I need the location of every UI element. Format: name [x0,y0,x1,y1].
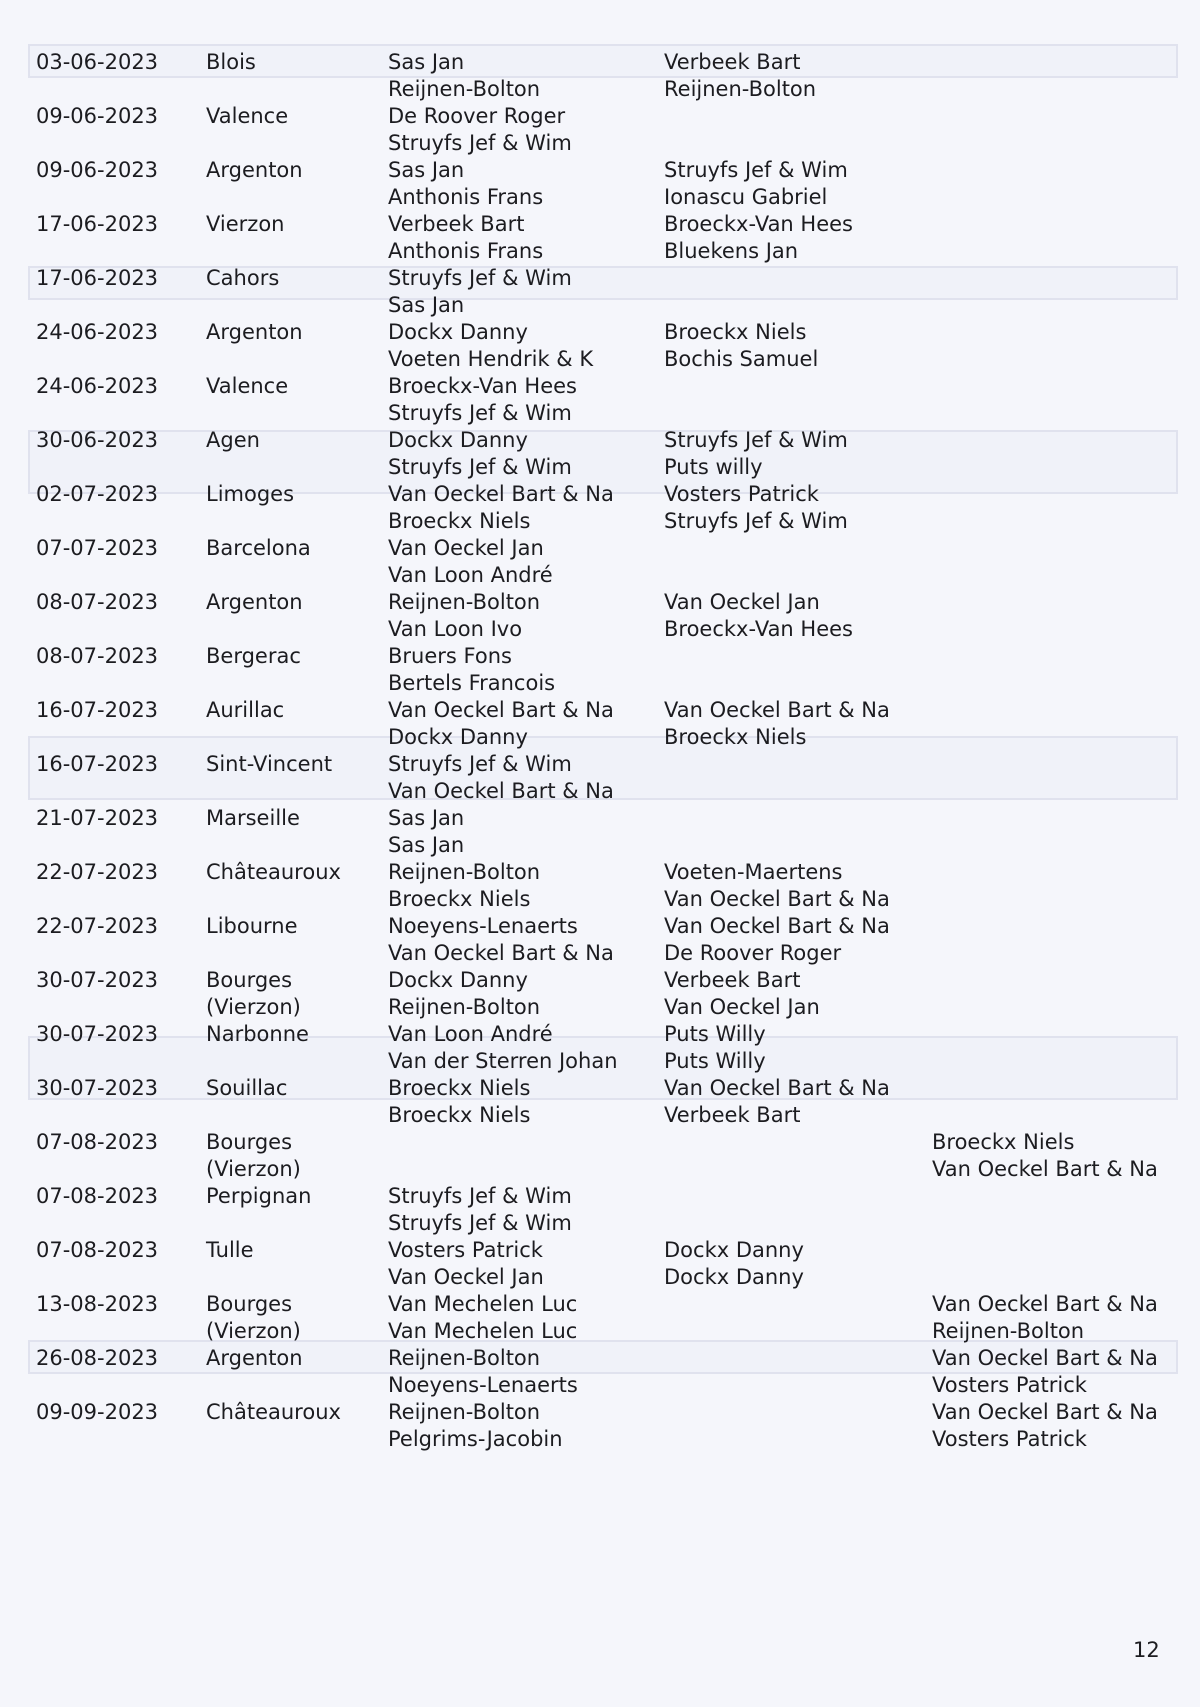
winner-name: Puts willy [664,455,763,479]
winner-name: Van Mechelen Luc [388,1292,578,1316]
race-date: 07-07-2023 [36,536,159,560]
winner-name: Pelgrims-Jacobin [388,1427,563,1451]
race-location: Bourges [206,1292,293,1316]
winner-name: Reijnen-Bolton [664,77,817,101]
result-row [0,643,1200,697]
winner-name: Van Oeckel Bart & Na [932,1292,1158,1316]
winner-name: Verbeek Bart [664,1103,801,1127]
winner-name: Van Oeckel Jan [388,1265,544,1289]
winner-name: Verbeek Bart [664,50,801,74]
race-location: Argenton [206,320,303,344]
page-number: 12 [1133,1638,1160,1662]
result-row [0,1291,1200,1345]
winner-name: Vosters Patrick [932,1427,1087,1451]
winner-name: Sas Jan [388,50,465,74]
race-location: Narbonne [206,1022,309,1046]
winner-name: Van Oeckel Bart & Na [664,887,890,911]
race-location: Libourne [206,914,298,938]
winner-name: De Roover Roger [664,941,842,965]
winner-name: Van Oeckel Jan [664,995,820,1019]
race-date: 30-07-2023 [36,968,159,992]
winner-name: Struyfs Jef & Wim [388,131,572,155]
winner-name: Broeckx Niels [388,509,531,533]
result-row [0,913,1200,967]
race-location: Agen [206,428,260,452]
winner-name: Van Oeckel Bart & Na [388,779,614,803]
winner-name: Broeckx Niels [388,1076,531,1100]
result-row [0,319,1200,373]
race-location: Sint-Vincent [206,752,333,776]
winner-name: Broeckx-Van Hees [388,374,577,398]
race-location: Perpignan [206,1184,312,1208]
result-row [0,373,1200,427]
winner-name: Dockx Danny [664,1238,804,1262]
winner-name: Sas Jan [388,293,465,317]
result-row [0,589,1200,643]
race-location: Vierzon [206,212,285,236]
winner-name: Dockx Danny [388,428,528,452]
winner-name: Reijnen-Bolton [388,1400,541,1424]
race-location: Châteauroux [206,1400,341,1424]
result-row [0,1075,1200,1129]
race-date: 17-06-2023 [36,266,159,290]
winner-name: Van Oeckel Bart & Na [664,1076,890,1100]
race-date: 16-07-2023 [36,698,159,722]
result-row [0,1345,1200,1399]
winner-name: Struyfs Jef & Wim [664,158,848,182]
race-location: Aurillac [206,698,285,722]
winner-name: Bruers Fons [388,644,512,668]
race-date: 22-07-2023 [36,860,159,884]
race-location: (Vierzon) [206,1319,301,1343]
winner-name: Reijnen-Bolton [388,995,541,1019]
race-location: Souillac [206,1076,288,1100]
winner-name: Van Mechelen Luc [388,1319,578,1343]
race-date: 13-08-2023 [36,1292,159,1316]
winner-name: Struyfs Jef & Wim [388,752,572,776]
race-date: 09-06-2023 [36,104,159,128]
winner-name: Dockx Danny [388,320,528,344]
winner-name: Anthonis Frans [388,239,544,263]
winner-name: Van Oeckel Bart & Na [388,482,614,506]
result-row [0,751,1200,805]
result-row [0,265,1200,319]
winner-name: Van Oeckel Bart & Na [932,1400,1158,1424]
race-date: 30-07-2023 [36,1022,159,1046]
race-date: 24-06-2023 [36,320,159,344]
race-date: 22-07-2023 [36,914,159,938]
race-date: 30-06-2023 [36,428,159,452]
result-row [0,1399,1200,1453]
result-row [0,535,1200,589]
race-date: 24-06-2023 [36,374,159,398]
winner-name: Voeten Hendrik & K [388,347,594,371]
winner-name: Sas Jan [388,833,465,857]
result-row [0,967,1200,1021]
winner-name: Van Loon André [388,1022,553,1046]
result-row [0,1237,1200,1291]
winner-name: Bochis Samuel [664,347,819,371]
result-row [0,1183,1200,1237]
winner-name: Van der Sterren Johan [388,1049,618,1073]
race-date: 30-07-2023 [36,1076,159,1100]
winner-name: Noeyens-Lenaerts [388,1373,578,1397]
winner-name: Broeckx Niels [664,320,807,344]
result-row [0,697,1200,751]
race-date: 07-08-2023 [36,1130,159,1154]
winner-name: Noeyens-Lenaerts [388,914,578,938]
race-location: Limoges [206,482,295,506]
winner-name: Struyfs Jef & Wim [388,401,572,425]
winner-name: Van Oeckel Jan [664,590,820,614]
winner-name: Broeckx Niels [932,1130,1075,1154]
race-date: 09-09-2023 [36,1400,159,1424]
race-date: 21-07-2023 [36,806,159,830]
winner-name: Reijnen-Bolton [388,77,541,101]
race-date: 03-06-2023 [36,50,159,74]
race-date: 08-07-2023 [36,644,159,668]
result-row [0,211,1200,265]
race-location: Argenton [206,1346,303,1370]
winner-name: Sas Jan [388,806,465,830]
winner-name: Verbeek Bart [664,968,801,992]
winner-name: Verbeek Bart [388,212,525,236]
winner-name: Van Loon André [388,563,553,587]
winner-name: Van Oeckel Bart & Na [932,1157,1158,1181]
winner-name: Reijnen-Bolton [388,1346,541,1370]
winner-name: Struyfs Jef & Wim [388,455,572,479]
race-date: 07-08-2023 [36,1238,159,1262]
winner-name: Struyfs Jef & Wim [664,509,848,533]
winner-name: Reijnen-Bolton [388,590,541,614]
winner-name: Bertels Francois [388,671,556,695]
race-date: 26-08-2023 [36,1346,159,1370]
race-date: 17-06-2023 [36,212,159,236]
race-location: Argenton [206,590,303,614]
race-location: Argenton [206,158,303,182]
race-location: Valence [206,374,289,398]
winner-name: Bluekens Jan [664,239,799,263]
winner-name: Van Loon Ivo [388,617,523,641]
race-location: Barcelona [206,536,311,560]
winner-name: Sas Jan [388,158,465,182]
winner-name: Broeckx Niels [664,725,807,749]
winner-name: Broeckx Niels [388,1103,531,1127]
race-location: Châteauroux [206,860,341,884]
race-date: 09-06-2023 [36,158,159,182]
winner-name: Vosters Patrick [932,1373,1087,1397]
winner-name: Van Oeckel Bart & Na [932,1346,1158,1370]
race-location: Marseille [206,806,300,830]
winner-name: Broeckx-Van Hees [664,212,853,236]
winner-name: Dockx Danny [388,968,528,992]
race-date: 08-07-2023 [36,590,159,614]
race-date: 07-08-2023 [36,1184,159,1208]
race-date: 16-07-2023 [36,752,159,776]
winner-name: Dockx Danny [388,725,528,749]
winner-name: Van Oeckel Bart & Na [664,914,890,938]
winner-name: Puts Willy [664,1022,766,1046]
result-row [0,103,1200,157]
winner-name: Struyfs Jef & Wim [388,1211,572,1235]
winner-name: Reijnen-Bolton [388,860,541,884]
winner-name: Vosters Patrick [388,1238,543,1262]
winner-name: Struyfs Jef & Wim [388,1184,572,1208]
race-location: (Vierzon) [206,1157,301,1181]
race-location: Cahors [206,266,280,290]
winner-name: Anthonis Frans [388,185,544,209]
winner-name: Struyfs Jef & Wim [664,428,848,452]
winner-name: Broeckx-Van Hees [664,617,853,641]
result-row [0,859,1200,913]
result-row [0,49,1200,103]
race-location: Bergerac [206,644,301,668]
winner-name: Puts Willy [664,1049,766,1073]
result-row [0,427,1200,481]
race-location: Tulle [206,1238,254,1262]
race-location: (Vierzon) [206,995,301,1019]
result-row [0,157,1200,211]
winner-name: Broeckx Niels [388,887,531,911]
winner-name: Van Oeckel Bart & Na [664,698,890,722]
race-location: Valence [206,104,289,128]
winner-name: Van Oeckel Bart & Na [388,698,614,722]
result-row [0,1129,1200,1183]
result-row [0,805,1200,859]
race-location: Bourges [206,1130,293,1154]
winner-name: Dockx Danny [664,1265,804,1289]
winner-name: Van Oeckel Bart & Na [388,941,614,965]
winner-name: Voeten-Maertens [664,860,843,884]
result-row [0,481,1200,535]
winner-name: Ionascu Gabriel [664,185,828,209]
winner-name: Van Oeckel Jan [388,536,544,560]
winner-name: Struyfs Jef & Wim [388,266,572,290]
race-location: Bourges [206,968,293,992]
winner-name: Reijnen-Bolton [932,1319,1085,1343]
race-location: Blois [206,50,256,74]
winner-name: Vosters Patrick [664,482,819,506]
winner-name: De Roover Roger [388,104,566,128]
result-row [0,1021,1200,1075]
race-date: 02-07-2023 [36,482,159,506]
